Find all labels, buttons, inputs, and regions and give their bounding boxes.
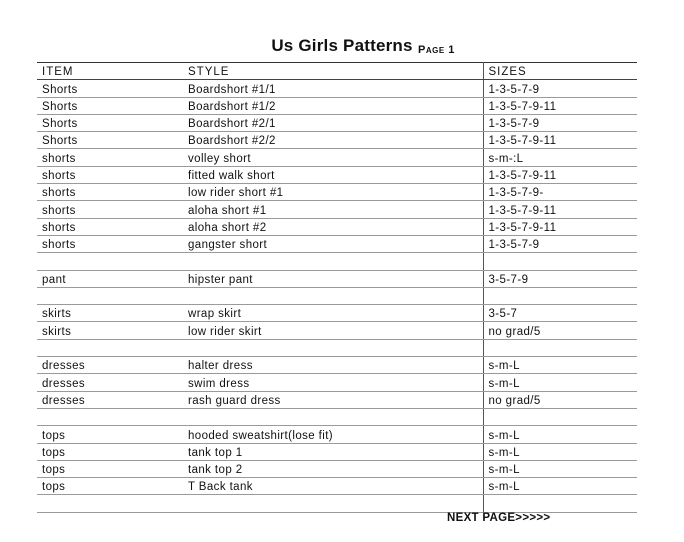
table-row	[37, 80, 637, 97]
cell-item: Shorts	[37, 114, 183, 131]
cell-style: aloha short #2	[183, 218, 483, 235]
cell-style: halter dress	[183, 357, 483, 374]
column-header-style: STYLE	[183, 63, 483, 80]
cell-sizes: 3-5-7	[483, 305, 637, 322]
cell-style: tank top 1	[183, 443, 483, 460]
cell-sizes: s-m-:L	[483, 149, 637, 166]
cell-item	[37, 287, 183, 304]
cell-sizes	[483, 253, 637, 270]
table-header-row	[37, 63, 637, 80]
cell-style: Boardshort #2/2	[183, 132, 483, 149]
cell-style: fitted walk short	[183, 166, 483, 183]
cell-sizes: 3-5-7-9	[483, 270, 637, 287]
cell-sizes: s-m-L	[483, 357, 637, 374]
cell-item: dresses	[37, 391, 183, 408]
cell-sizes: 1-3-5-7-9	[483, 114, 637, 131]
page-label	[418, 44, 455, 56]
cell-item: skirts	[37, 322, 183, 339]
cell-style: aloha short #1	[183, 201, 483, 218]
cell-style: tank top 2	[183, 460, 483, 477]
table-row	[37, 391, 637, 408]
cell-style: hipster pant	[183, 270, 483, 287]
cell-item: shorts	[37, 149, 183, 166]
table-row	[37, 166, 637, 183]
cell-style	[183, 253, 483, 270]
cell-style: gangster short	[183, 235, 483, 252]
table-row	[37, 374, 637, 391]
cell-item	[37, 408, 183, 425]
cell-style	[183, 287, 483, 304]
cell-item: tops	[37, 460, 183, 477]
cell-sizes: 1-3-5-7-9	[483, 235, 637, 252]
cell-sizes: 1-3-5-7-9-11	[483, 97, 637, 114]
cell-sizes	[483, 339, 637, 356]
next-page-label: NEXT PAGE>>>>>	[447, 512, 551, 524]
table-row	[37, 184, 637, 201]
table-row	[37, 201, 637, 218]
table-row	[37, 339, 637, 356]
table-row	[37, 322, 637, 339]
cell-item: shorts	[37, 166, 183, 183]
cell-sizes: s-m-L	[483, 478, 637, 495]
cell-style: Boardshort #1/2	[183, 97, 483, 114]
table-row	[37, 218, 637, 235]
cell-sizes: 1-3-5-7-9-11	[483, 201, 637, 218]
cell-sizes: 1-3-5-7-9-11	[483, 166, 637, 183]
cell-item: Shorts	[37, 97, 183, 114]
cell-style	[183, 408, 483, 425]
cell-style: rash guard dress	[183, 391, 483, 408]
cell-item	[37, 495, 183, 512]
cell-item: tops	[37, 443, 183, 460]
cell-sizes	[483, 287, 637, 304]
cell-item: Shorts	[37, 80, 183, 97]
column-header-sizes: SIZES	[483, 63, 637, 80]
document-title: Us Girls Patterns	[271, 36, 413, 55]
cell-style: volley short	[183, 149, 483, 166]
table-row	[37, 97, 637, 114]
page-number-label: Page 1	[418, 44, 455, 56]
cell-style	[183, 339, 483, 356]
cell-item: dresses	[37, 374, 183, 391]
cell-item	[37, 253, 183, 270]
table-body	[37, 80, 637, 512]
title-block	[0, 36, 684, 56]
cell-sizes: no grad/5	[483, 391, 637, 408]
table-row	[37, 495, 637, 512]
cell-item: pant	[37, 270, 183, 287]
table-row	[37, 443, 637, 460]
table-row	[37, 305, 637, 322]
cell-sizes: 1-3-5-7-9-11	[483, 132, 637, 149]
table-row	[37, 270, 637, 287]
cell-sizes: s-m-L	[483, 443, 637, 460]
cell-sizes: 1-3-5-7-9	[483, 80, 637, 97]
patterns-table	[37, 62, 637, 513]
cell-item: tops	[37, 426, 183, 443]
table-row	[37, 132, 637, 149]
cell-item: dresses	[37, 357, 183, 374]
table-row	[37, 426, 637, 443]
cell-item: tops	[37, 478, 183, 495]
cell-item: skirts	[37, 305, 183, 322]
cell-sizes: s-m-L	[483, 374, 637, 391]
cell-style: low rider skirt	[183, 322, 483, 339]
cell-item: shorts	[37, 235, 183, 252]
table-row	[37, 235, 637, 252]
cell-style: wrap skirt	[183, 305, 483, 322]
cell-sizes	[483, 408, 637, 425]
table-row	[37, 287, 637, 304]
table-row	[37, 149, 637, 166]
cell-style: swim dress	[183, 374, 483, 391]
column-header-item: ITEM	[37, 63, 183, 80]
cell-item: shorts	[37, 184, 183, 201]
cell-sizes	[483, 495, 637, 512]
cell-style: low rider short #1	[183, 184, 483, 201]
table-row	[37, 253, 637, 270]
cell-style: Boardshort #2/1	[183, 114, 483, 131]
table-row	[37, 478, 637, 495]
cell-item: Shorts	[37, 132, 183, 149]
cell-style: Boardshort #1/1	[183, 80, 483, 97]
table-row	[37, 408, 637, 425]
cell-style: T Back tank	[183, 478, 483, 495]
cell-item: shorts	[37, 218, 183, 235]
cell-sizes: s-m-L	[483, 426, 637, 443]
table-row	[37, 357, 637, 374]
cell-sizes: no grad/5	[483, 322, 637, 339]
cell-sizes: 1-3-5-7-9-	[483, 184, 637, 201]
cell-sizes: 1-3-5-7-9-11	[483, 218, 637, 235]
cell-item	[37, 339, 183, 356]
table-row	[37, 114, 637, 131]
cell-sizes: s-m-L	[483, 460, 637, 477]
cell-style: hooded sweatshirt(lose fit)	[183, 426, 483, 443]
cell-style	[183, 495, 483, 512]
cell-item: shorts	[37, 201, 183, 218]
table-row	[37, 460, 637, 477]
